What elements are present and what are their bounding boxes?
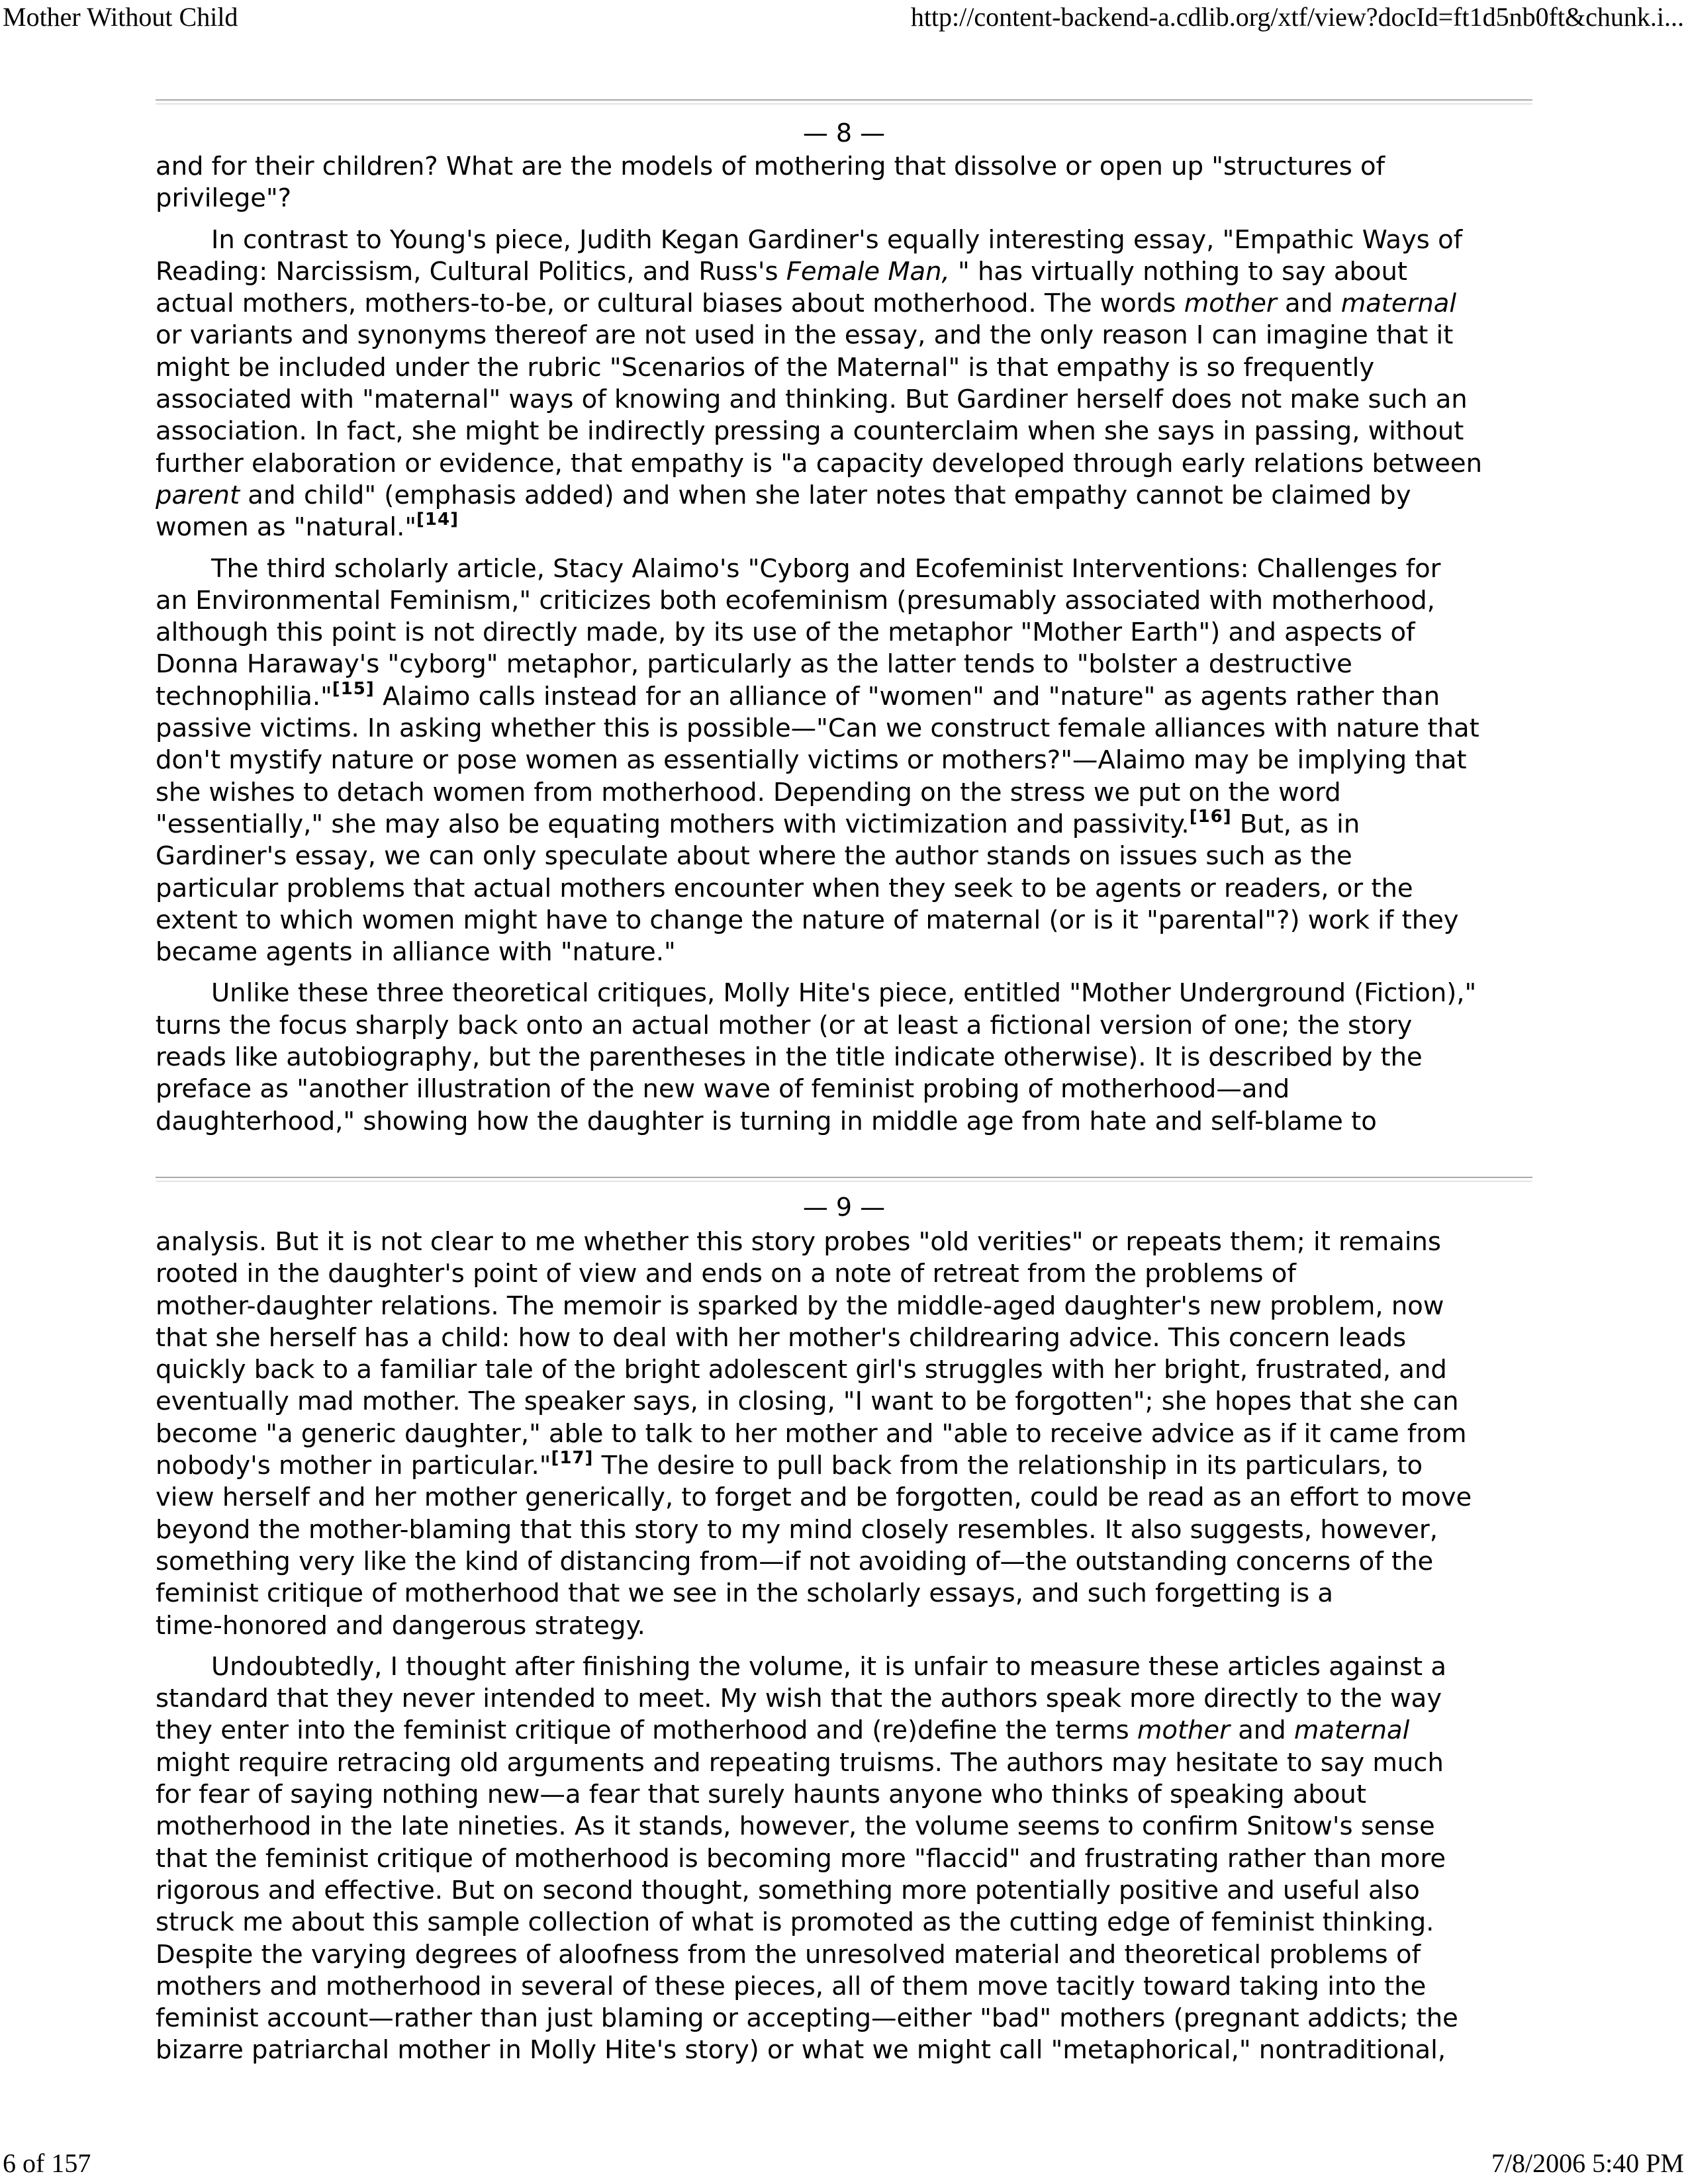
print-timestamp: 7/8/2006 5:40 PM <box>1491 2148 1684 2178</box>
document-title: Mother Without Child <box>3 2 238 32</box>
text-line: rigorous and effective. But on second thought, something more potentially positive and useful also <box>156 1875 1420 1905</box>
text-line: time-honored and dangerous strategy. <box>156 1610 645 1641</box>
page-divider <box>156 99 1532 105</box>
text-line: beyond the mother-blaming that this story to my mind closely resembles. It also suggests, however, <box>156 1514 1438 1545</box>
text-line: or variants and synonyms thereof are not used in the essay, and the only reason I can imagine that it <box>156 320 1454 351</box>
page-number-9: — 9 — <box>802 1193 886 1222</box>
text-line: actual mothers, mothers-to-be, or cultural biases about motherhood. The words mother and maternal <box>156 289 1457 319</box>
text-line: nobody's mother in particular."[17] The desire to pull back from the relationship in its particulars, to <box>156 1448 1423 1481</box>
text-line: reads like autobiography, but the parentheses in the title indicate otherwise). It is described by the <box>156 1042 1423 1073</box>
page-9-text <box>156 1226 1532 2076</box>
text-line: standard that they never intended to meet. My wish that the authors speak more directly to the way <box>156 1684 1442 1714</box>
text-line: daughterhood," showing how the daughter is turning in middle age from hate and self-blame to <box>156 1106 1377 1136</box>
paragraph <box>156 151 1532 215</box>
text-line: women as "natural."[14] <box>156 510 459 543</box>
text-line: struck me about this sample collection of what is promoted as the cutting edge of feminist thinking. <box>156 1907 1434 1938</box>
text-line: feminist account—rather than just blaming or accepting—either "bad" mothers (pregnant addicts; the <box>156 2003 1458 2034</box>
book-title: Female Man, <box>786 256 950 287</box>
paragraph <box>156 553 1532 969</box>
footnote-link-15[interactable]: [15] <box>332 678 375 699</box>
page-divider <box>156 1177 1532 1182</box>
text-line: privilege"? <box>156 183 292 214</box>
text-line: Despite the varying degrees of aloofness from the unresolved material and theoretical problems of <box>156 1939 1421 1970</box>
text-line: bizarre patriarchal mother in Molly Hite's story) or what we might call "metaphorical," nontraditional, <box>156 2035 1446 2066</box>
text-line: might require retracing old arguments and repeating truisms. The authors may hesitate to say much <box>156 1747 1444 1778</box>
text-line: passive victims. In asking whether this is possible—"Can we construct female alliances with nature that <box>156 713 1479 744</box>
text-line: mothers and motherhood in several of these pieces, all of them move tacitly toward taking into the <box>156 1971 1427 2001</box>
text-line: something very like the kind of distancing from—if not avoiding of—the outstanding concerns of the <box>156 1546 1434 1576</box>
text-line: Donna Haraway's "cyborg" metaphor, particularly as the latter tends to "bolster a destructive <box>156 649 1352 680</box>
text-line: association. In fact, she might be indirectly pressing a counterclaim when she says in passing, without <box>156 416 1464 447</box>
text-line: analysis. But it is not clear to me whether this story probes "old verities" or repeats them; it remains <box>156 1227 1441 1257</box>
text-line: mother-daughter relations. The memoir is sparked by the middle-aged daughter's new problem, now <box>156 1291 1444 1321</box>
text-line: particular problems that actual mothers encounter when they seek to be agents or readers, or the <box>156 873 1413 903</box>
text-line: motherhood in the late nineties. As it stands, however, the volume seems to confirm Snitow's sense <box>156 1811 1435 1842</box>
footnote-link-17[interactable]: [17] <box>551 1448 594 1469</box>
text-line: she wishes to detach women from motherhood. Depending on the stress we put on the word <box>156 777 1341 807</box>
text-line: turns the focus sharply back onto an actual mother (or at least a fictional version of one; the story <box>156 1010 1413 1040</box>
text-line: technophilia."[15] Alaimo calls instead for an alliance of "women" and "nature" as agents rather than <box>156 678 1440 711</box>
text-line: Unlike these three theoretical critiques, Molly Hite's piece, entitled "Mother Underground (Fiction)," <box>211 978 1477 1009</box>
text-line: further elaboration or evidence, that empathy is "a capacity developed through early relations between <box>156 448 1482 478</box>
document-url: http://content-backend-a.cdlib.org/xtf/view?docId=ft1d5nb0ft&chunk.i... <box>910 2 1684 32</box>
text-line: and for their children? What are the models of mothering that dissolve or open up "structures of <box>156 152 1385 181</box>
page-count: 6 of 157 <box>3 2148 91 2178</box>
paragraph <box>156 978 1532 1137</box>
text-line: don't mystify nature or pose women as essentially victims or mothers?"—Alaimo may be implying that <box>156 745 1467 776</box>
text-line: quickly back to a familiar tale of the bright adolescent girl's struggles with her bright, frustrated, and <box>156 1355 1447 1385</box>
paragraph <box>156 1651 1532 2067</box>
text-line: become "a generic daughter," able to talk to her mother and "able to receive advice as if it came from <box>156 1418 1467 1449</box>
text-line: that she herself has a child: how to deal with her mother's childrearing advice. This concern leads <box>156 1322 1407 1353</box>
text-line: might be included under the rubric "Scenarios of the Maternal" is that empathy is so frequently <box>156 352 1375 383</box>
text-line: Reading: Narcissism, Cultural Politics, and Russ's Female Man, " has virtually nothing to say about <box>156 256 1407 287</box>
text-line: an Environmental Feminism," criticizes both ecofeminism (presumably associated with motherhood, <box>156 585 1435 615</box>
text-line: preface as "another illustration of the new wave of feminist probing of motherhood—and <box>156 1074 1290 1105</box>
paragraph <box>156 1226 1532 1642</box>
text-line: feminist critique of motherhood that we see in the scholarly essays, and such forgetting is a <box>156 1578 1333 1609</box>
text-line: eventually mad mother. The speaker says, in closing, "I want to be forgotten"; she hopes that she can <box>156 1387 1459 1417</box>
text-line: became agents in alliance with "nature." <box>156 937 676 968</box>
text-line: for fear of saying nothing new—a fear that surely haunts anyone who thinks of speaking about <box>156 1780 1366 1810</box>
text-line: "essentially," she may also be equating mothers with victimization and passivity.[16] But, as in <box>156 806 1360 839</box>
text-line: although this point is not directly made, by its use of the metaphor "Mother Earth") and aspects of <box>156 617 1415 648</box>
paragraph <box>156 224 1532 544</box>
text-line: In contrast to Young's piece, Judith Kegan Gardiner's equally interesting essay, "Empathic Ways of <box>211 224 1463 255</box>
page-8-text <box>156 151 1532 1147</box>
text-line: that the feminist critique of motherhood is becoming more "flaccid" and frustrating rather than more <box>156 1843 1446 1874</box>
text-line: The third scholarly article, Stacy Alaimo's "Cyborg and Ecofeminist Interventions: Challenges for <box>211 553 1441 584</box>
text-line: Undoubtedly, I thought after finishing the volume, it is unfair to measure these articles against a <box>211 1651 1446 1682</box>
text-line: Gardiner's essay, we can only speculate about where the author stands on issues such as the <box>156 841 1352 872</box>
text-line: parent and child" (emphasis added) and when she later notes that empathy cannot be claimed by <box>156 480 1411 510</box>
page-number-8: — 8 — <box>802 118 886 148</box>
footnote-link-16[interactable]: [16] <box>1189 806 1232 827</box>
text-line: they enter into the feminist critique of motherhood and (re)define the terms mother and maternal <box>156 1715 1410 1746</box>
text-line: extent to which women might have to change the nature of maternal (or is it "parental"?) work if they <box>156 905 1459 935</box>
text-line: rooted in the daughter's point of view and ends on a note of retreat from the problems of <box>156 1259 1296 1289</box>
footnote-link-14[interactable]: [14] <box>416 510 459 530</box>
text-line: associated with "maternal" ways of knowing and thinking. But Gardiner herself does not make such an <box>156 385 1468 415</box>
text-line: view herself and her mother generically, to forget and be forgotten, could be read as an effort to move <box>156 1482 1472 1513</box>
